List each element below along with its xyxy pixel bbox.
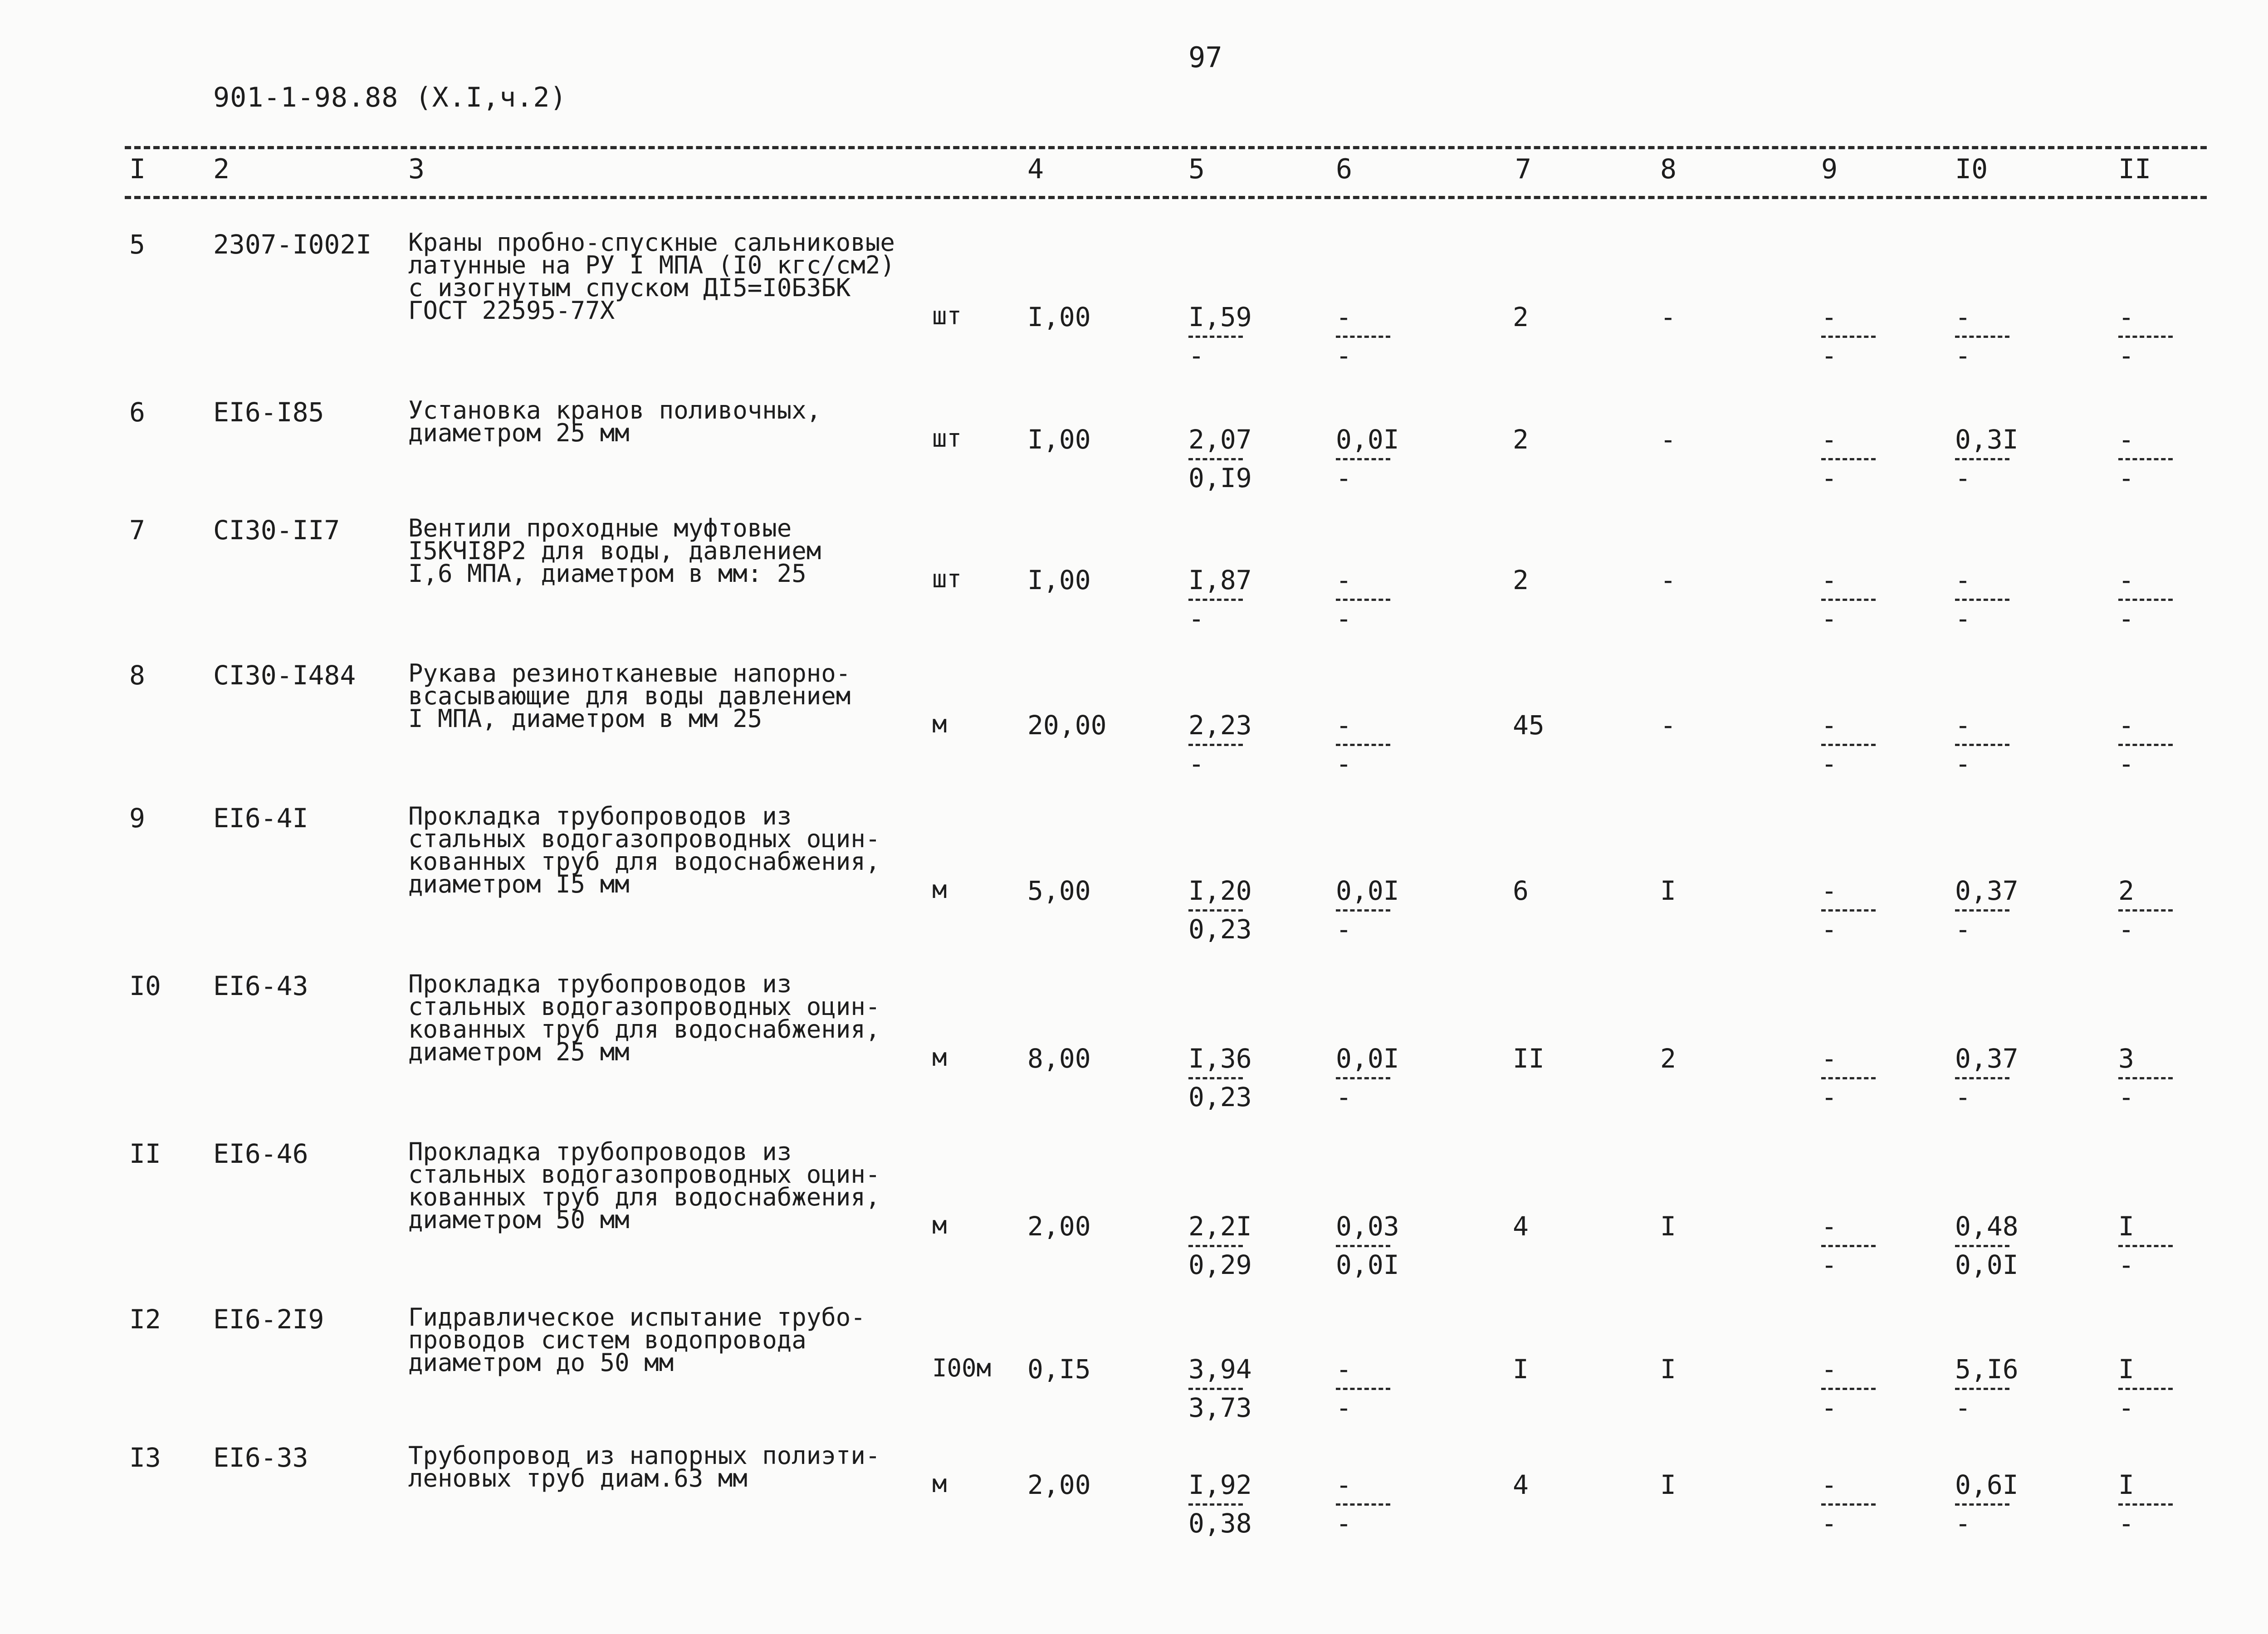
fraction-line [1821, 1503, 1876, 1506]
row-col7: 45 [1513, 710, 1545, 741]
fraction-line [1821, 909, 1876, 912]
description-line: диаметром 25 мм [408, 1038, 630, 1066]
fraction-line [1955, 909, 2009, 912]
fraction-cell [1821, 875, 1894, 945]
description-line: Прокладка трубопроводов из [408, 802, 792, 830]
fraction-denominator: - [1821, 914, 1837, 945]
row-quantity: 8,00 [1027, 1043, 1091, 1074]
fraction-denominator: - [1188, 748, 1204, 779]
description-line: стальных водогазопроводных оцин- [408, 824, 880, 853]
row-code: EI6-43 [213, 971, 308, 1001]
fraction-numerator: I,20 [1188, 875, 1252, 906]
fraction-line [1188, 1388, 1243, 1390]
fraction-line [1336, 909, 1390, 912]
fraction-numerator: 0,6I [1955, 1469, 2019, 1500]
document-code: 901-1-98.88 (Х.I,ч.2) [213, 82, 567, 113]
header-rule-top [125, 146, 2207, 149]
fraction-line [1188, 909, 1243, 912]
fraction-cell [1188, 426, 1261, 492]
fraction-numerator: - [1336, 565, 1352, 595]
fraction-denominator: - [1336, 1508, 1352, 1539]
fraction-denominator: - [1336, 914, 1352, 945]
fraction-line [1955, 1503, 2009, 1506]
fraction-denominator: - [1821, 603, 1837, 634]
column-header: 8 [1660, 153, 1677, 185]
row-number: 8 [129, 660, 145, 691]
fraction-line [2118, 336, 2173, 338]
fraction-denominator: - [1955, 1082, 1971, 1112]
fraction-numerator: - [1821, 1211, 1837, 1242]
fraction-cell [1336, 426, 1408, 492]
row-description [408, 659, 898, 733]
column-header: I0 [1955, 153, 1988, 185]
fraction-numerator: I,36 [1188, 1043, 1252, 1074]
fraction-cell [1188, 712, 1261, 778]
fraction-denominator: 0,0I [1955, 1249, 2019, 1280]
fraction-denominator: - [1336, 748, 1352, 779]
fraction-cell [1821, 712, 1894, 778]
fraction-denominator: - [1955, 340, 1971, 371]
fraction-line [2118, 909, 2173, 912]
fraction-numerator: 0,37 [1955, 875, 2019, 906]
fraction-denominator: - [2118, 1082, 2134, 1112]
row-number: I3 [129, 1442, 161, 1473]
fraction-numerator: 3,94 [1188, 1354, 1252, 1385]
fraction-line [1821, 1388, 1876, 1390]
fraction-cell [1336, 712, 1408, 778]
fraction-cell [2118, 304, 2191, 370]
fraction-line [1821, 744, 1876, 746]
fraction-numerator: - [1821, 424, 1837, 455]
fraction-denominator: - [1955, 1508, 1971, 1539]
row-quantity: 5,00 [1027, 875, 1091, 906]
column-header: I [129, 153, 146, 185]
fraction-denominator: - [1821, 1392, 1837, 1423]
description-line: Рукава резинотканевые напорно- [408, 659, 851, 688]
row-unit: м [932, 1469, 947, 1498]
fraction-numerator: 0,3I [1955, 424, 2019, 455]
row-number: 9 [129, 803, 145, 834]
row-unit: м [932, 1043, 947, 1072]
fraction-cell [1188, 567, 1261, 633]
row-col7: 4 [1513, 1469, 1529, 1500]
fraction-line [2118, 1503, 2173, 1506]
fraction-cell [1821, 1356, 1894, 1422]
fraction-denominator: - [1336, 1082, 1352, 1112]
fraction-cell [2118, 1356, 2191, 1422]
fraction-numerator: I [2118, 1211, 2134, 1242]
fraction-denominator: - [2118, 1508, 2134, 1539]
row-col8: I [1660, 1469, 1676, 1500]
fraction-line [2118, 1245, 2173, 1247]
column-header: 2 [213, 153, 230, 185]
row-number: 6 [129, 397, 145, 428]
fraction-cell [1955, 567, 2028, 633]
fraction-line [1188, 1245, 1243, 1247]
description-line: Краны пробно-спускные сальниковые [408, 228, 895, 257]
fraction-numerator: - [1336, 1469, 1352, 1500]
fraction-cell [1336, 567, 1408, 633]
fraction-cell [1955, 712, 2028, 778]
fraction-numerator: - [1336, 710, 1352, 741]
column-header: 3 [408, 153, 425, 185]
row-unit: шт [932, 302, 962, 330]
column-header: II [2118, 153, 2151, 185]
fraction-numerator: I,87 [1188, 565, 1252, 595]
fraction-cell [1821, 1045, 1894, 1111]
description-line: I,6 МПА, диаметром в мм: 25 [408, 559, 807, 588]
row-col7: I [1513, 1354, 1529, 1385]
row-col8: 2 [1660, 1043, 1676, 1074]
row-unit: м [932, 1211, 947, 1239]
fraction-numerator: 0,0I [1336, 1043, 1399, 1074]
fraction-numerator: 2,07 [1188, 424, 1252, 455]
fraction-denominator: - [1955, 463, 1971, 493]
fraction-line [1188, 744, 1243, 746]
fraction-cell [1188, 875, 1261, 945]
fraction-cell [2118, 567, 2191, 633]
fraction-cell [1188, 1045, 1261, 1111]
row-unit: м [932, 875, 947, 904]
row-quantity: I,00 [1027, 302, 1091, 332]
description-line: диаметром 50 мм [408, 1205, 630, 1234]
fraction-denominator: - [2118, 914, 2134, 945]
fraction-numerator: 0,37 [1955, 1043, 2019, 1074]
fraction-line [1821, 336, 1876, 338]
fraction-denominator: 0,29 [1188, 1249, 1252, 1280]
fraction-numerator: - [2118, 302, 2134, 332]
row-code: EI6-46 [213, 1138, 308, 1169]
fraction-cell [1336, 1356, 1408, 1422]
fraction-line [1955, 599, 2009, 601]
row-description [408, 228, 898, 325]
row-description [408, 802, 898, 898]
row-code: EI6-I85 [213, 397, 324, 428]
description-line: кованных труб для водоснабжения, [408, 1015, 880, 1044]
fraction-numerator: I,92 [1188, 1469, 1252, 1500]
fraction-line [1821, 1077, 1876, 1079]
description-line: с изогнутым спуском ДI5=I0Б3БК [408, 273, 851, 302]
row-col7: 2 [1513, 424, 1529, 455]
fraction-numerator: I [2118, 1469, 2134, 1500]
fraction-cell [1336, 875, 1408, 945]
column-header: 6 [1336, 153, 1353, 185]
fraction-numerator: 0,03 [1336, 1211, 1399, 1242]
row-unit: шт [932, 565, 962, 593]
fraction-line [2118, 744, 2173, 746]
fraction-denominator: - [1336, 603, 1352, 634]
fraction-numerator: 2 [2118, 875, 2134, 906]
fraction-numerator: 0,0I [1336, 424, 1399, 455]
fraction-cell [1955, 1045, 2028, 1111]
fraction-denominator: - [2118, 603, 2134, 634]
fraction-line [1188, 336, 1243, 338]
row-description [408, 1441, 898, 1493]
fraction-cell [1188, 1356, 1261, 1422]
page-number: 97 [1188, 41, 1222, 74]
fraction-cell [1336, 1045, 1408, 1111]
fraction-cell [1821, 304, 1894, 370]
fraction-denominator: - [1821, 340, 1837, 371]
fraction-line [2118, 1077, 2173, 1079]
fraction-numerator: - [2118, 565, 2134, 595]
fraction-numerator: 5,I6 [1955, 1354, 2019, 1385]
description-line: кованных труб для водоснабжения, [408, 1183, 880, 1211]
fraction-cell [1188, 1469, 1261, 1539]
fraction-cell [1955, 875, 2028, 945]
description-line: диаметром 25 мм [408, 419, 630, 447]
fraction-numerator: 0,48 [1955, 1211, 2019, 1242]
description-line: Гидравлическое испытание трубо- [408, 1303, 865, 1332]
fraction-cell [2118, 712, 2191, 778]
fraction-numerator: - [1821, 565, 1837, 595]
row-code: EI6-4I [213, 803, 308, 834]
description-line: I5КЧI8Р2 для воды, давлением [408, 537, 821, 565]
row-unit: шт [932, 424, 962, 453]
fraction-denominator: - [2118, 1392, 2134, 1423]
fraction-cell [2118, 875, 2191, 945]
description-line: проводов систем водопровода [408, 1326, 807, 1354]
header-rule-bottom [125, 196, 2207, 199]
description-line: Прокладка трубопроводов из [408, 1137, 792, 1166]
fraction-denominator: 0,38 [1188, 1508, 1252, 1539]
fraction-cell [2118, 1045, 2191, 1111]
fraction-denominator: - [2118, 748, 2134, 779]
fraction-line [1188, 1077, 1243, 1079]
fraction-line [1336, 336, 1390, 338]
fraction-cell [1188, 1213, 1261, 1279]
fraction-numerator: - [1821, 875, 1837, 906]
fraction-numerator: - [1955, 710, 1971, 741]
row-col8: - [1660, 424, 1676, 455]
fraction-numerator: 3 [2118, 1043, 2134, 1074]
description-line: всасывающие для воды давлением [408, 682, 851, 710]
fraction-numerator: - [1821, 710, 1837, 741]
row-col7: 2 [1513, 302, 1529, 332]
row-description [408, 514, 898, 588]
fraction-numerator: 2,23 [1188, 710, 1252, 741]
row-col8: I [1660, 1211, 1676, 1242]
row-quantity: I,00 [1027, 565, 1091, 595]
row-quantity: 20,00 [1027, 710, 1107, 741]
fraction-denominator: 0,23 [1188, 1082, 1252, 1112]
fraction-denominator: - [1821, 1508, 1837, 1539]
fraction-numerator: - [1821, 1469, 1837, 1500]
fraction-numerator: - [2118, 424, 2134, 455]
fraction-denominator: - [1955, 748, 1971, 779]
description-line: Трубопровод из напорных полиэти- [408, 1441, 880, 1470]
row-quantity: 2,00 [1027, 1469, 1091, 1500]
row-col8: - [1660, 302, 1676, 332]
row-unit: I00м [932, 1354, 992, 1382]
fraction-cell [2118, 1213, 2191, 1279]
fraction-denominator: - [1336, 1392, 1352, 1423]
fraction-denominator: - [1336, 463, 1352, 493]
fraction-numerator: - [1955, 565, 1971, 595]
fraction-cell [1821, 1213, 1894, 1279]
fraction-line [1955, 1245, 2009, 1247]
row-number: 7 [129, 515, 145, 546]
fraction-line [1336, 599, 1390, 601]
fraction-line [1188, 599, 1243, 601]
column-header: 5 [1188, 153, 1205, 185]
row-col8: - [1660, 565, 1676, 595]
fraction-numerator: I,59 [1188, 302, 1252, 332]
fraction-line [2118, 1388, 2173, 1390]
fraction-line [1821, 458, 1876, 460]
fraction-line [1955, 744, 2009, 746]
fraction-denominator: - [1821, 748, 1837, 779]
fraction-line [1955, 1388, 2009, 1390]
fraction-line [1336, 1077, 1390, 1079]
description-line: леновых труб диам.63 мм [408, 1464, 748, 1493]
fraction-numerator: - [1336, 1354, 1352, 1385]
fraction-line [1955, 1077, 2009, 1079]
fraction-line [1821, 1245, 1876, 1247]
fraction-denominator: - [1821, 1249, 1837, 1280]
row-col8: - [1660, 710, 1676, 741]
fraction-line [1955, 458, 2009, 460]
column-header: 9 [1821, 153, 1838, 185]
row-quantity: 2,00 [1027, 1211, 1091, 1242]
fraction-line [1336, 744, 1390, 746]
description-line: диаметром до 50 мм [408, 1348, 674, 1377]
row-code: CI30-I484 [213, 660, 356, 691]
column-header: 7 [1515, 153, 1532, 185]
fraction-cell [1336, 1469, 1408, 1539]
fraction-cell [1821, 567, 1894, 633]
fraction-cell [2118, 1469, 2191, 1539]
description-line: Прокладка трубопроводов из [408, 970, 792, 998]
fraction-cell [1955, 1469, 2028, 1539]
fraction-denominator: - [1821, 1082, 1837, 1112]
fraction-line [1188, 458, 1243, 460]
fraction-line [1188, 1503, 1243, 1506]
fraction-denominator: - [1188, 340, 1204, 371]
fraction-line [2118, 599, 2173, 601]
row-number: II [129, 1138, 161, 1169]
fraction-cell [2118, 426, 2191, 492]
column-header: 4 [1027, 153, 1044, 185]
description-line: кованных труб для водоснабжения, [408, 847, 880, 876]
fraction-cell [1821, 426, 1894, 492]
fraction-cell [1955, 426, 2028, 492]
fraction-denominator: 0,23 [1188, 914, 1252, 945]
row-code: CI30-II7 [213, 515, 340, 546]
fraction-numerator: - [1821, 1354, 1837, 1385]
row-col7: 2 [1513, 565, 1529, 595]
fraction-line [1955, 336, 2009, 338]
fraction-denominator: - [1955, 914, 1971, 945]
row-col7: II [1513, 1043, 1545, 1074]
row-description [408, 970, 898, 1066]
fraction-numerator: 2,2I [1188, 1211, 1252, 1242]
fraction-cell [1955, 1213, 2028, 1279]
fraction-cell [1821, 1469, 1894, 1539]
fraction-numerator: - [1336, 302, 1352, 332]
fraction-numerator: - [2118, 710, 2134, 741]
description-line: ГОСТ 22595-77Х [408, 296, 615, 325]
fraction-denominator: - [1955, 1392, 1971, 1423]
row-description [408, 1137, 898, 1234]
fraction-line [1336, 1503, 1390, 1506]
fraction-cell [1955, 304, 2028, 370]
row-code: 2307-I002I [213, 229, 372, 260]
row-code: EI6-2I9 [213, 1304, 324, 1335]
fraction-denominator: - [1955, 603, 1971, 634]
description-line: стальных водогазопроводных оцин- [408, 992, 880, 1021]
row-quantity: 0,I5 [1027, 1354, 1091, 1385]
fraction-denominator: - [2118, 463, 2134, 493]
description-line: латунные на РУ I МПА (I0 кгс/см2) [408, 251, 895, 279]
description-line: стальных водогазопроводных оцин- [408, 1160, 880, 1189]
fraction-numerator: - [1955, 302, 1971, 332]
row-description [408, 396, 898, 447]
fraction-line [1336, 1388, 1390, 1390]
fraction-denominator: - [1821, 463, 1837, 493]
row-number: 5 [129, 229, 145, 260]
fraction-denominator: - [1336, 340, 1352, 371]
row-description [408, 1303, 898, 1377]
description-line: диаметром I5 мм [408, 870, 630, 898]
fraction-denominator: 0,0I [1336, 1249, 1399, 1280]
description-line: Установка кранов поливочных, [408, 396, 821, 424]
row-quantity: I,00 [1027, 424, 1091, 455]
fraction-denominator: - [1188, 603, 1204, 634]
description-line: Вентили проходные муфтовые [408, 514, 792, 542]
fraction-numerator: I [2118, 1354, 2134, 1385]
fraction-line [1336, 1245, 1390, 1247]
row-number: I2 [129, 1304, 161, 1335]
fraction-numerator: - [1821, 302, 1837, 332]
fraction-cell [1336, 1213, 1408, 1279]
fraction-denominator: - [2118, 1249, 2134, 1280]
description-line: I МПА, диаметром в мм 25 [408, 704, 763, 733]
row-unit: м [932, 710, 947, 738]
row-col8: I [1660, 1354, 1676, 1385]
fraction-line [1336, 458, 1390, 460]
fraction-cell [1955, 1356, 2028, 1422]
fraction-denominator: - [2118, 340, 2134, 371]
fraction-cell [1336, 304, 1408, 370]
row-col7: 4 [1513, 1211, 1529, 1242]
fraction-numerator: 0,0I [1336, 875, 1399, 906]
row-col8: I [1660, 875, 1676, 906]
fraction-denominator: 0,I9 [1188, 463, 1252, 493]
fraction-line [1821, 599, 1876, 601]
row-number: I0 [129, 971, 161, 1001]
fraction-denominator: 3,73 [1188, 1392, 1252, 1423]
fraction-numerator: - [1821, 1043, 1837, 1074]
row-col7: 6 [1513, 875, 1529, 906]
fraction-cell [1188, 304, 1261, 370]
fraction-line [2118, 458, 2173, 460]
row-code: EI6-33 [213, 1442, 308, 1473]
